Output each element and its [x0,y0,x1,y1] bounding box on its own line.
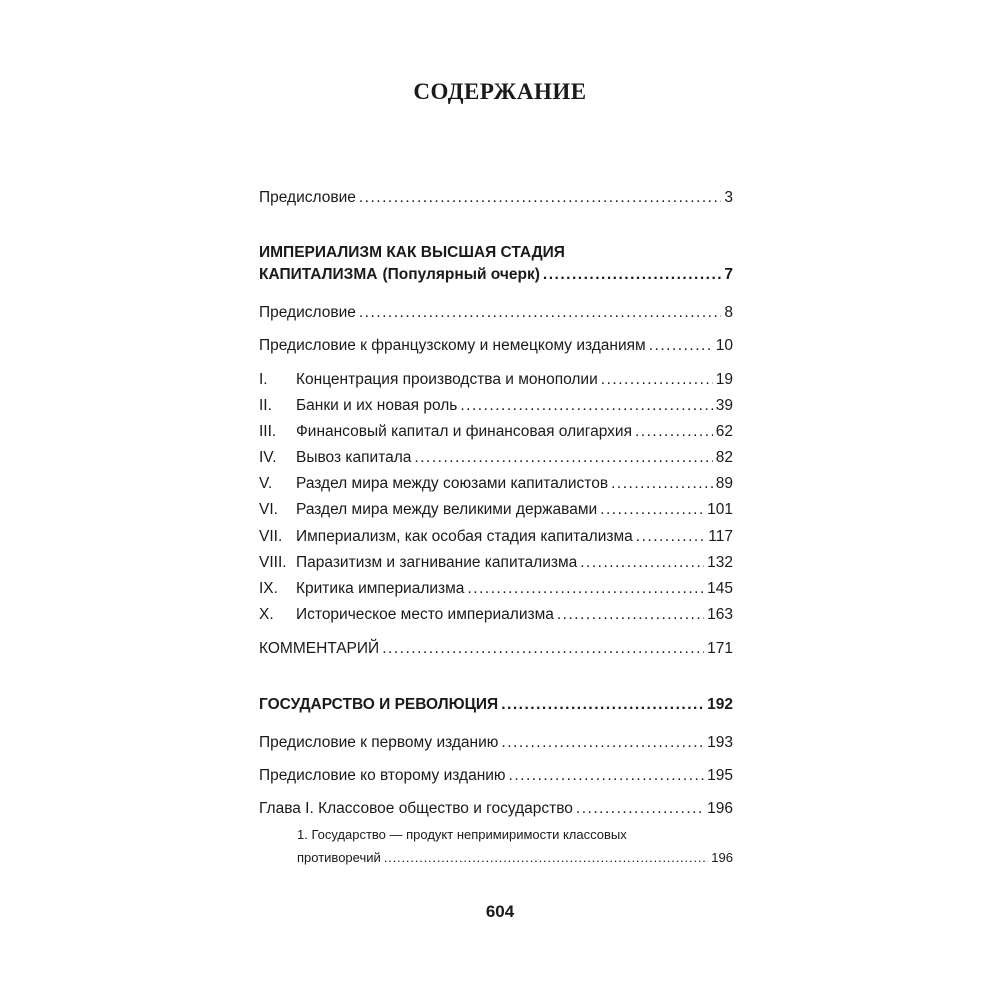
chapter-number: I. [259,371,268,388]
toc-chapter-10[interactable] [259,605,733,625]
toc-entry-page: 145 [707,580,733,597]
toc-entry-label: Историческое место империализма [296,606,554,623]
toc-leader-dots [635,422,713,442]
toc-leader-dots [611,474,713,494]
toc-chapter-9[interactable] [259,579,733,599]
toc-leader-dots [501,695,704,715]
chapter-number: IX. [259,580,278,597]
toc-entry-page: 196 [707,800,733,817]
toc-entry-label: Раздел мира между союзами капиталистов [296,475,609,492]
section-title-line1: ИМПЕРИАЛИЗМ КАК ВЫСШАЯ СТАДИЯ [259,244,565,261]
toc-entry-label: Паразитизм и загнивание капитализма [296,554,578,571]
page-title: СОДЕРЖАНИЕ [413,79,587,104]
section-subtitle: (Популярный очерк) [382,266,540,283]
toc-entry-page: 8 [724,304,733,321]
toc-entry-label: Концентрация производства и монополии [296,371,598,388]
toc-entry-page: 89 [715,475,733,492]
toc-leader-dots [384,848,709,868]
toc-entry-label: Банки и их новая роль [296,397,458,414]
toc-leader-dots [580,553,704,573]
section-title-line2: КАПИТАЛИЗМА [259,266,378,283]
toc-leader-dots [543,265,722,285]
toc-entry-page: 3 [724,189,733,206]
toc-entry-page: 82 [715,449,733,466]
chapter-number: X. [259,606,274,623]
toc-entry-page: 10 [715,337,733,354]
toc-entry-preface-second-edition[interactable] [259,766,733,786]
toc-entry-page: 39 [715,397,733,414]
toc-leader-dots [600,500,704,520]
toc-entry-page: 19 [715,371,733,388]
toc-leader-dots [460,396,712,416]
toc-subsection-1-line1[interactable] [297,825,733,845]
subsection-title-line2: противоречий [297,850,381,865]
toc-chapter-7[interactable] [259,527,733,547]
toc-chapter-6[interactable] [259,500,733,520]
toc-leader-dots [557,605,704,625]
section-title: ГОСУДАРСТВО И РЕВОЛЮЦИЯ [259,696,499,713]
toc-entry-commentary[interactable] [259,639,733,659]
toc-entry-page: 193 [707,734,733,751]
toc-leader-dots [636,527,706,547]
toc-entry-imperialism-preface[interactable] [259,303,733,323]
toc-leader-dots [359,303,722,323]
toc-section-state-revolution[interactable] [259,695,733,715]
toc-entry-page: 196 [711,850,733,865]
toc-entry-page: 163 [707,606,733,623]
toc-entry-preface[interactable] [259,188,733,208]
chapter-number: VI. [259,501,278,518]
subsection-title-line1: 1. Государство — продукт непримиримости классовых [297,827,627,842]
toc-leader-dots [414,448,712,468]
toc-entry-page: 117 [708,528,733,545]
toc-entry-label: Критика империализма [296,580,465,597]
toc-chapter-4[interactable] [259,448,733,468]
toc-entry-page: 62 [715,423,733,440]
toc-entry-page: 195 [707,767,733,784]
toc-entry-label: Предисловие [259,304,356,321]
toc-chapter-5[interactable] [259,474,733,494]
toc-entry-label: Империализм, как особая стадия капитализма [296,528,633,545]
toc-leader-dots [649,336,713,356]
toc-entry-preface-first-edition[interactable] [259,733,733,753]
toc-leader-dots [359,188,722,208]
chapter-number: VIII. [259,554,287,571]
toc-entry-page: 171 [707,640,733,657]
toc-chapter-1[interactable] [259,370,733,390]
toc-entry-preface-fr-de[interactable] [259,336,733,356]
toc-entry-label: Финансовый капитал и финансовая олигархия [296,423,632,440]
toc-section-imperialism[interactable] [259,265,733,285]
toc-leader-dots [576,799,704,819]
toc-subsection-1[interactable] [297,848,733,868]
chapter-number: VII. [259,528,283,545]
toc-chapter-3[interactable] [259,422,733,442]
toc-entry-label: Раздел мира между великими державами [296,501,598,518]
toc-chapter-8[interactable] [259,553,733,573]
toc-entry-label: Предисловие к французскому и немецкому изданиям [259,337,646,354]
chapter-number: V. [259,475,273,492]
toc-entry-label: Предисловие ко второму изданию [259,767,506,784]
toc-entry-label: Предисловие [259,189,356,206]
chapter-number: II. [259,397,272,414]
toc-leader-dots [501,733,704,753]
toc-leader-dots [382,639,704,659]
toc-entry-page: 132 [707,554,733,571]
chapter-number: III. [259,423,277,440]
toc-entry-chapter-i[interactable] [259,799,733,819]
toc-entry-page: 7 [724,266,733,283]
toc-entry-page: 101 [707,501,733,518]
page-number: 604 [485,902,515,921]
toc-leader-dots [467,579,704,599]
toc-entry-label: Глава I. Классовое общество и государство [259,800,573,817]
toc-section-imperialism-line1[interactable] [259,243,733,263]
toc-leader-dots [601,370,713,390]
toc-entry-label: КОММЕНТАРИЙ [259,640,380,657]
toc-entry-page: 192 [707,696,733,713]
toc-entry-label: Предисловие к первому изданию [259,734,499,751]
toc-leader-dots [509,766,705,786]
toc-chapter-2[interactable] [259,396,733,416]
toc-entry-label: Вывоз капитала [296,449,412,466]
chapter-number: IV. [259,449,277,466]
